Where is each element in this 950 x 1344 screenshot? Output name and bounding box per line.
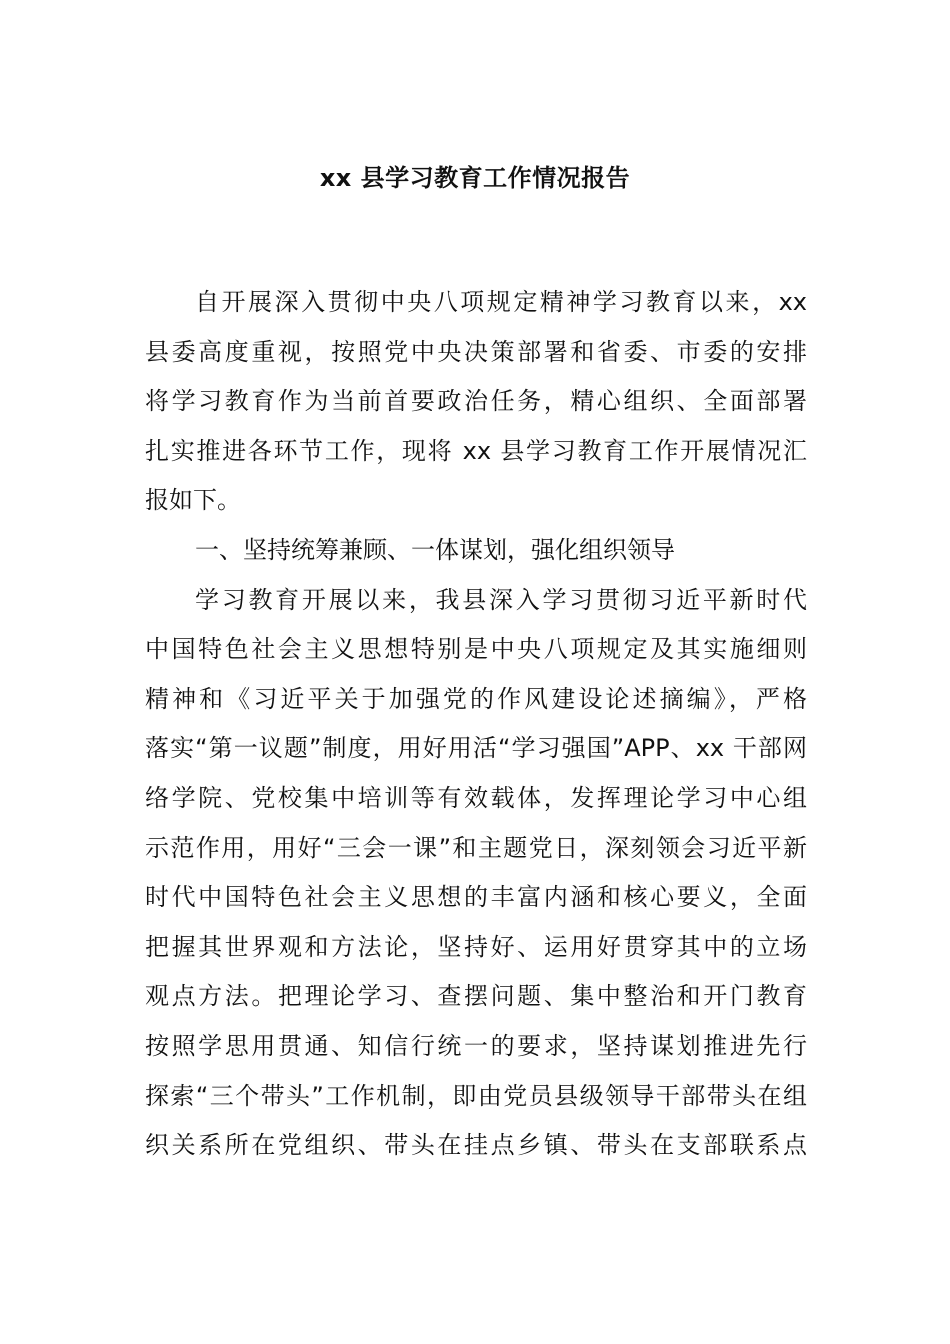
paragraph-line: 探索“三个带头”工作机制，即由党员县级领导干部带头在组 [145,1081,807,1110]
paragraph-line: 学习教育开展以来，我县深入学习贯彻习近平新时代 [195,585,807,614]
paragraph-line: 中国特色社会主义思想特别是中央八项规定及其实施细则 [145,635,807,664]
paragraph-line: 把握其世界观和方法论，坚持好、运用好贯穿其中的立场 [145,932,807,961]
paragraph-line: 扎实推进各环节工作，现将 xx 县学习教育工作开展情况汇 [145,436,807,465]
paragraph-line: 时代中国特色社会主义思想的丰富内涵和核心要义，全面 [145,883,807,912]
document-title: xx 县学习教育工作情况报告 [319,164,631,192]
paragraph-line: 示范作用，用好“三会一课”和主题党日，深刻领会习近平新 [145,833,807,862]
paragraph-line: 自开展深入贯彻中央八项规定精神学习教育以来，xx [195,288,807,316]
paragraph-line: 观点方法。把理论学习、查摆问题、集中整治和开门教育 [145,982,807,1011]
paragraph-line: 落实“第一议题”制度，用好用活“学习强国”APP、xx 干部网 [145,734,807,763]
paragraph-line: 精神和《习近平关于加强党的作风建设论述摘编》，严格 [145,684,807,713]
paragraph-line: 络学院、党校集中培训等有效载体，发挥理论学习中心组 [145,783,807,812]
paragraph-line: 报如下。 [145,486,241,515]
document-body [145,278,807,1171]
paragraph-line: 按照学思用贯通、知信行统一的要求，坚持谋划推进先行 [145,1031,807,1060]
section-heading: 一、坚持统筹兼顾、一体谋划，强化组织领导 [195,535,675,564]
paragraph-line: 县委高度重视，按照党中央决策部署和省委、市委的安排 [145,337,807,366]
paragraph-line: 将学习教育作为当前首要政治任务，精心组织、全面部署 [145,387,807,416]
paragraph-line: 织关系所在党组织、带头在挂点乡镇、带头在支部联系点 [145,1131,807,1160]
